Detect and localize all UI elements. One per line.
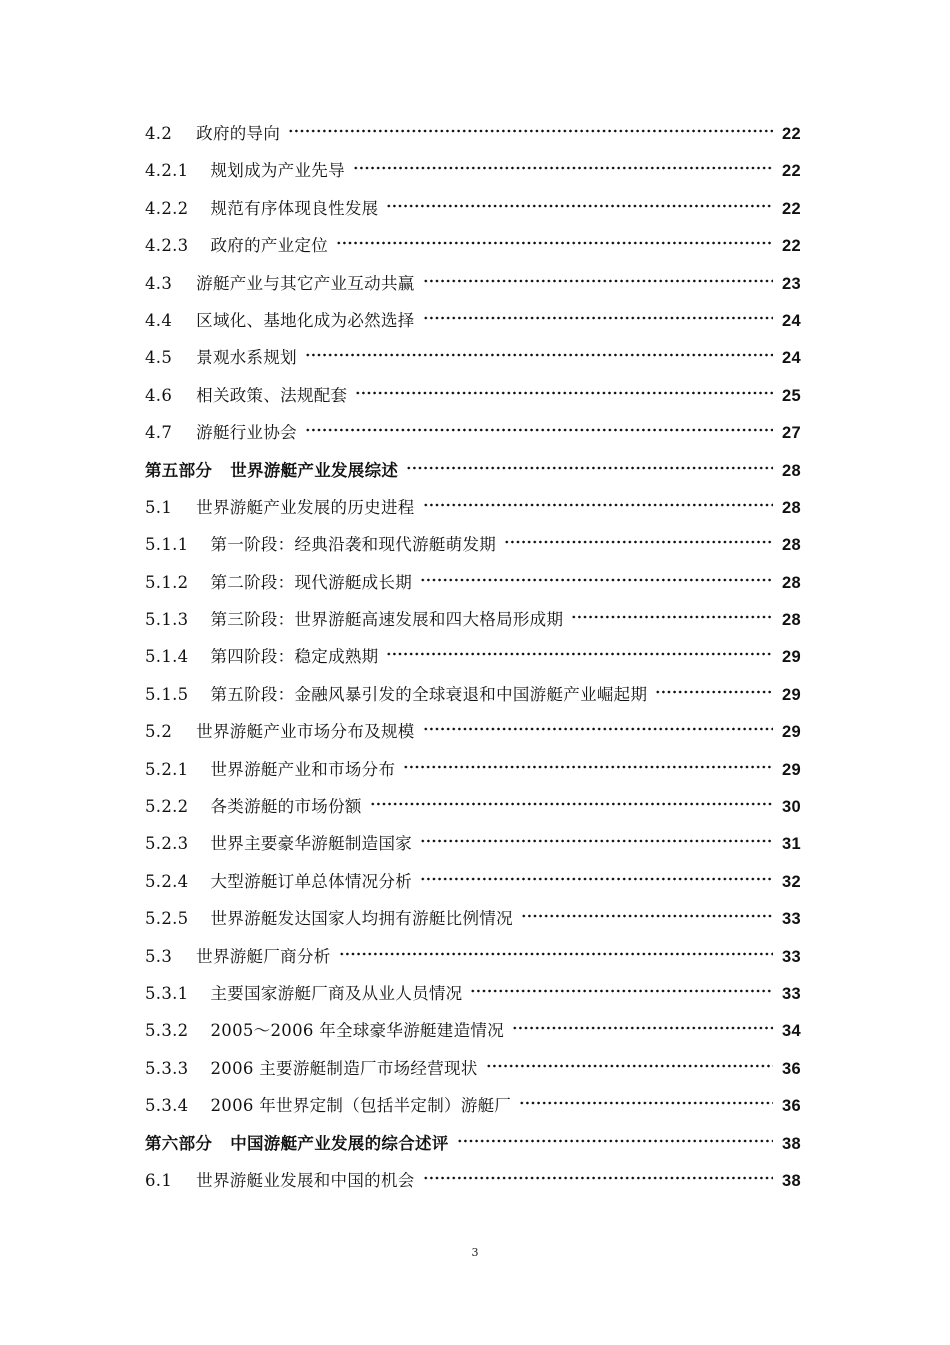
toc-entry[interactable] xyxy=(145,601,801,638)
toc-entry[interactable] xyxy=(145,975,801,1012)
toc-entry-page: 33 xyxy=(782,984,801,1003)
toc-entry-number: 5.1.4 xyxy=(145,647,189,667)
toc-entry[interactable] xyxy=(145,638,801,675)
toc-entry-number: 5.1 xyxy=(145,497,173,517)
toc-entry[interactable] xyxy=(145,152,801,189)
dot-leader xyxy=(288,127,773,135)
toc-entry-page: 29 xyxy=(782,760,801,779)
dot-leader xyxy=(486,1062,773,1070)
dot-leader xyxy=(423,725,773,733)
toc-entry-title: 大型游艇订单总体情况分析 xyxy=(210,871,413,891)
toc-entry-number: 5.1.5 xyxy=(145,684,189,704)
toc-entry-title: 主要国家游艇厂商及从业人员情况 xyxy=(210,983,463,1003)
toc-entry[interactable] xyxy=(145,190,801,227)
toc-entry-title: 世界主要豪华游艇制造国家 xyxy=(210,834,413,854)
toc-entry-title: 第四阶段：稳定成熟期 xyxy=(210,647,379,667)
dot-leader xyxy=(457,1137,773,1145)
toc-entry-number: 5.2.1 xyxy=(145,759,189,779)
toc-entry[interactable] xyxy=(145,414,801,451)
dot-leader xyxy=(571,613,773,621)
dot-leader xyxy=(521,912,773,920)
toc-entry-number: 6.1 xyxy=(145,1170,173,1190)
toc-entry-page: 28 xyxy=(782,498,801,517)
toc-entry[interactable] xyxy=(145,339,801,376)
toc-entry-number: 5.3 xyxy=(145,946,173,966)
page-number: 3 xyxy=(471,1246,479,1259)
toc-entry-title: 相关政策、法规配套 xyxy=(196,385,348,405)
toc-entry[interactable] xyxy=(145,377,801,414)
toc-entry-number: 4.2 xyxy=(145,124,173,143)
toc-entry[interactable] xyxy=(145,302,801,339)
toc-entry-page: 28 xyxy=(782,573,801,592)
toc-entry-page: 25 xyxy=(782,386,801,405)
toc-entry-page: 27 xyxy=(782,424,801,443)
toc-entry[interactable] xyxy=(145,1162,801,1199)
toc-entry-number: 4.2.2 xyxy=(145,198,189,218)
toc-entry-page: 24 xyxy=(782,349,801,368)
toc-entry-number: 5.1.1 xyxy=(145,535,189,555)
dot-leader xyxy=(519,1099,773,1107)
toc-entry-title: 游艇行业协会 xyxy=(196,423,297,443)
dot-leader xyxy=(420,875,773,883)
toc-entry-page: 36 xyxy=(782,1097,801,1116)
dot-leader xyxy=(355,389,773,397)
dot-leader xyxy=(386,202,773,210)
toc-entry[interactable] xyxy=(145,265,801,302)
toc-entry[interactable] xyxy=(145,489,801,526)
dot-leader xyxy=(339,950,773,958)
toc-entry-number: 5.2 xyxy=(145,722,173,742)
toc-entry[interactable] xyxy=(145,1012,801,1049)
toc-entry-title: 规划成为产业先导 xyxy=(210,161,345,181)
toc-entry-title: 第一阶段：经典沿袭和现代游艇萌发期 xyxy=(210,535,497,555)
toc-entry-page: 29 xyxy=(782,723,801,742)
toc-entry-number: 5.3.1 xyxy=(145,983,189,1003)
toc-entry-page: 38 xyxy=(782,1134,801,1153)
toc-entry[interactable] xyxy=(145,676,801,713)
toc-entry-number: 4.7 xyxy=(145,423,173,443)
toc-entry-title: 各类游艇的市场份额 xyxy=(210,797,362,817)
toc-entry-title: 世界游艇厂商分析 xyxy=(196,946,331,966)
toc-entry-number: 5.2.2 xyxy=(145,797,189,817)
toc-entry-title: 景观水系规划 xyxy=(196,348,297,368)
toc-entry-page: 33 xyxy=(782,947,801,966)
dot-leader xyxy=(336,239,773,247)
toc-entry-title: 2005～2006 年全球豪华游艇建造情况 xyxy=(210,1021,505,1041)
toc-entry-number: 5.2.5 xyxy=(145,909,189,929)
toc-entry-number: 4.3 xyxy=(145,273,173,293)
table-of-contents xyxy=(145,115,801,1199)
dot-leader xyxy=(512,1024,773,1032)
toc-entry-page: 36 xyxy=(782,1059,801,1078)
toc-entry-page: 22 xyxy=(782,199,801,218)
toc-entry[interactable] xyxy=(145,825,801,862)
toc-entry[interactable] xyxy=(145,564,801,601)
toc-part-heading[interactable] xyxy=(145,1125,801,1162)
toc-entry-page: 22 xyxy=(782,237,801,256)
dot-leader xyxy=(420,576,773,584)
toc-entry-title: 世界游艇业发展和中国的机会 xyxy=(196,1170,415,1190)
toc-entry-page: 22 xyxy=(782,125,801,143)
dot-leader xyxy=(423,1174,773,1182)
dot-leader xyxy=(370,800,773,808)
dot-leader xyxy=(305,426,773,434)
dot-leader xyxy=(470,987,773,995)
toc-entry-page: 28 xyxy=(782,461,801,480)
toc-entry-title: 世界游艇产业发展综述 xyxy=(230,460,399,480)
toc-entry[interactable] xyxy=(145,788,801,825)
dot-leader xyxy=(406,464,773,472)
toc-entry-title: 世界游艇产业市场分布及规模 xyxy=(196,722,415,742)
toc-entry-title: 区域化、基地化成为必然选择 xyxy=(196,310,415,330)
toc-entry-page: 29 xyxy=(782,648,801,667)
toc-entry-number: 4.6 xyxy=(145,385,173,405)
dot-leader xyxy=(403,763,773,771)
dot-leader xyxy=(386,650,773,658)
dot-leader xyxy=(420,837,773,845)
dot-leader xyxy=(353,164,773,172)
toc-entry-title: 第五阶段：金融风暴引发的全球衰退和中国游艇产业崛起期 xyxy=(210,684,648,704)
toc-entry-title: 中国游艇产业发展的综合述评 xyxy=(230,1133,449,1153)
toc-entry-number: 5.3.4 xyxy=(145,1096,189,1116)
toc-entry-page: 33 xyxy=(782,910,801,929)
toc-entry-title: 政府的导向 xyxy=(196,124,281,143)
toc-entry-page: 38 xyxy=(782,1171,801,1190)
toc-entry-number: 5.1.2 xyxy=(145,572,189,592)
dot-leader xyxy=(504,538,773,546)
toc-entry-page: 23 xyxy=(782,274,801,293)
toc-entry-number: 4.2.1 xyxy=(145,161,189,181)
toc-entry-page: 31 xyxy=(782,835,801,854)
toc-entry-page: 30 xyxy=(782,798,801,817)
dot-leader xyxy=(305,351,773,359)
toc-entry-title: 2006 主要游艇制造厂市场经营现状 xyxy=(210,1058,478,1078)
toc-entry-title: 政府的产业定位 xyxy=(210,236,329,256)
toc-entry-title: 世界游艇产业和市场分布 xyxy=(210,759,396,779)
toc-entry-number: 5.3.3 xyxy=(145,1058,189,1078)
toc-entry-page: 22 xyxy=(782,162,801,181)
toc-entry[interactable] xyxy=(145,751,801,788)
toc-entry-title: 2006 年世界定制（包括半定制）游艇厂 xyxy=(210,1096,512,1116)
toc-entry[interactable] xyxy=(145,115,801,152)
toc-entry-page: 24 xyxy=(782,311,801,330)
toc-entry[interactable] xyxy=(145,938,801,975)
toc-entry-page: 28 xyxy=(782,611,801,630)
toc-entry[interactable] xyxy=(145,713,801,750)
toc-part-heading[interactable] xyxy=(145,452,801,489)
toc-entry-number: 第六部分 xyxy=(145,1133,213,1153)
dot-leader xyxy=(423,314,773,322)
toc-entry-number: 4.5 xyxy=(145,348,173,368)
toc-entry-number: 4.2.3 xyxy=(145,236,189,256)
toc-entry-number: 第五部分 xyxy=(145,460,213,480)
toc-entry[interactable] xyxy=(145,227,801,264)
toc-entry-number: 5.3.2 xyxy=(145,1021,189,1041)
toc-entry[interactable] xyxy=(145,1087,801,1124)
dot-leader xyxy=(655,688,773,696)
toc-entry-page: 34 xyxy=(782,1022,801,1041)
toc-entry-title: 游艇产业与其它产业互动共赢 xyxy=(196,273,415,293)
toc-entry-title: 规范有序体现良性发展 xyxy=(210,198,379,218)
toc-entry-title: 世界游艇发达国家人均拥有游艇比例情况 xyxy=(210,909,513,929)
toc-entry-number: 5.2.4 xyxy=(145,871,189,891)
toc-entry-title: 第二阶段：现代游艇成长期 xyxy=(210,572,413,592)
toc-entry-page: 28 xyxy=(782,536,801,555)
toc-entry-number: 5.1.3 xyxy=(145,610,189,630)
dot-leader xyxy=(423,277,773,285)
toc-entry[interactable] xyxy=(145,1050,801,1087)
dot-leader xyxy=(423,501,773,509)
toc-entry-page: 29 xyxy=(782,685,801,704)
toc-entry[interactable] xyxy=(145,863,801,900)
toc-entry-title: 世界游艇产业发展的历史进程 xyxy=(196,497,415,517)
toc-entry-page: 32 xyxy=(782,872,801,891)
toc-entry-number: 4.4 xyxy=(145,310,173,330)
toc-entry-number: 5.2.3 xyxy=(145,834,189,854)
toc-entry-title: 第三阶段：世界游艇高速发展和四大格局形成期 xyxy=(210,610,564,630)
toc-entry[interactable] xyxy=(145,900,801,937)
toc-entry[interactable] xyxy=(145,526,801,563)
